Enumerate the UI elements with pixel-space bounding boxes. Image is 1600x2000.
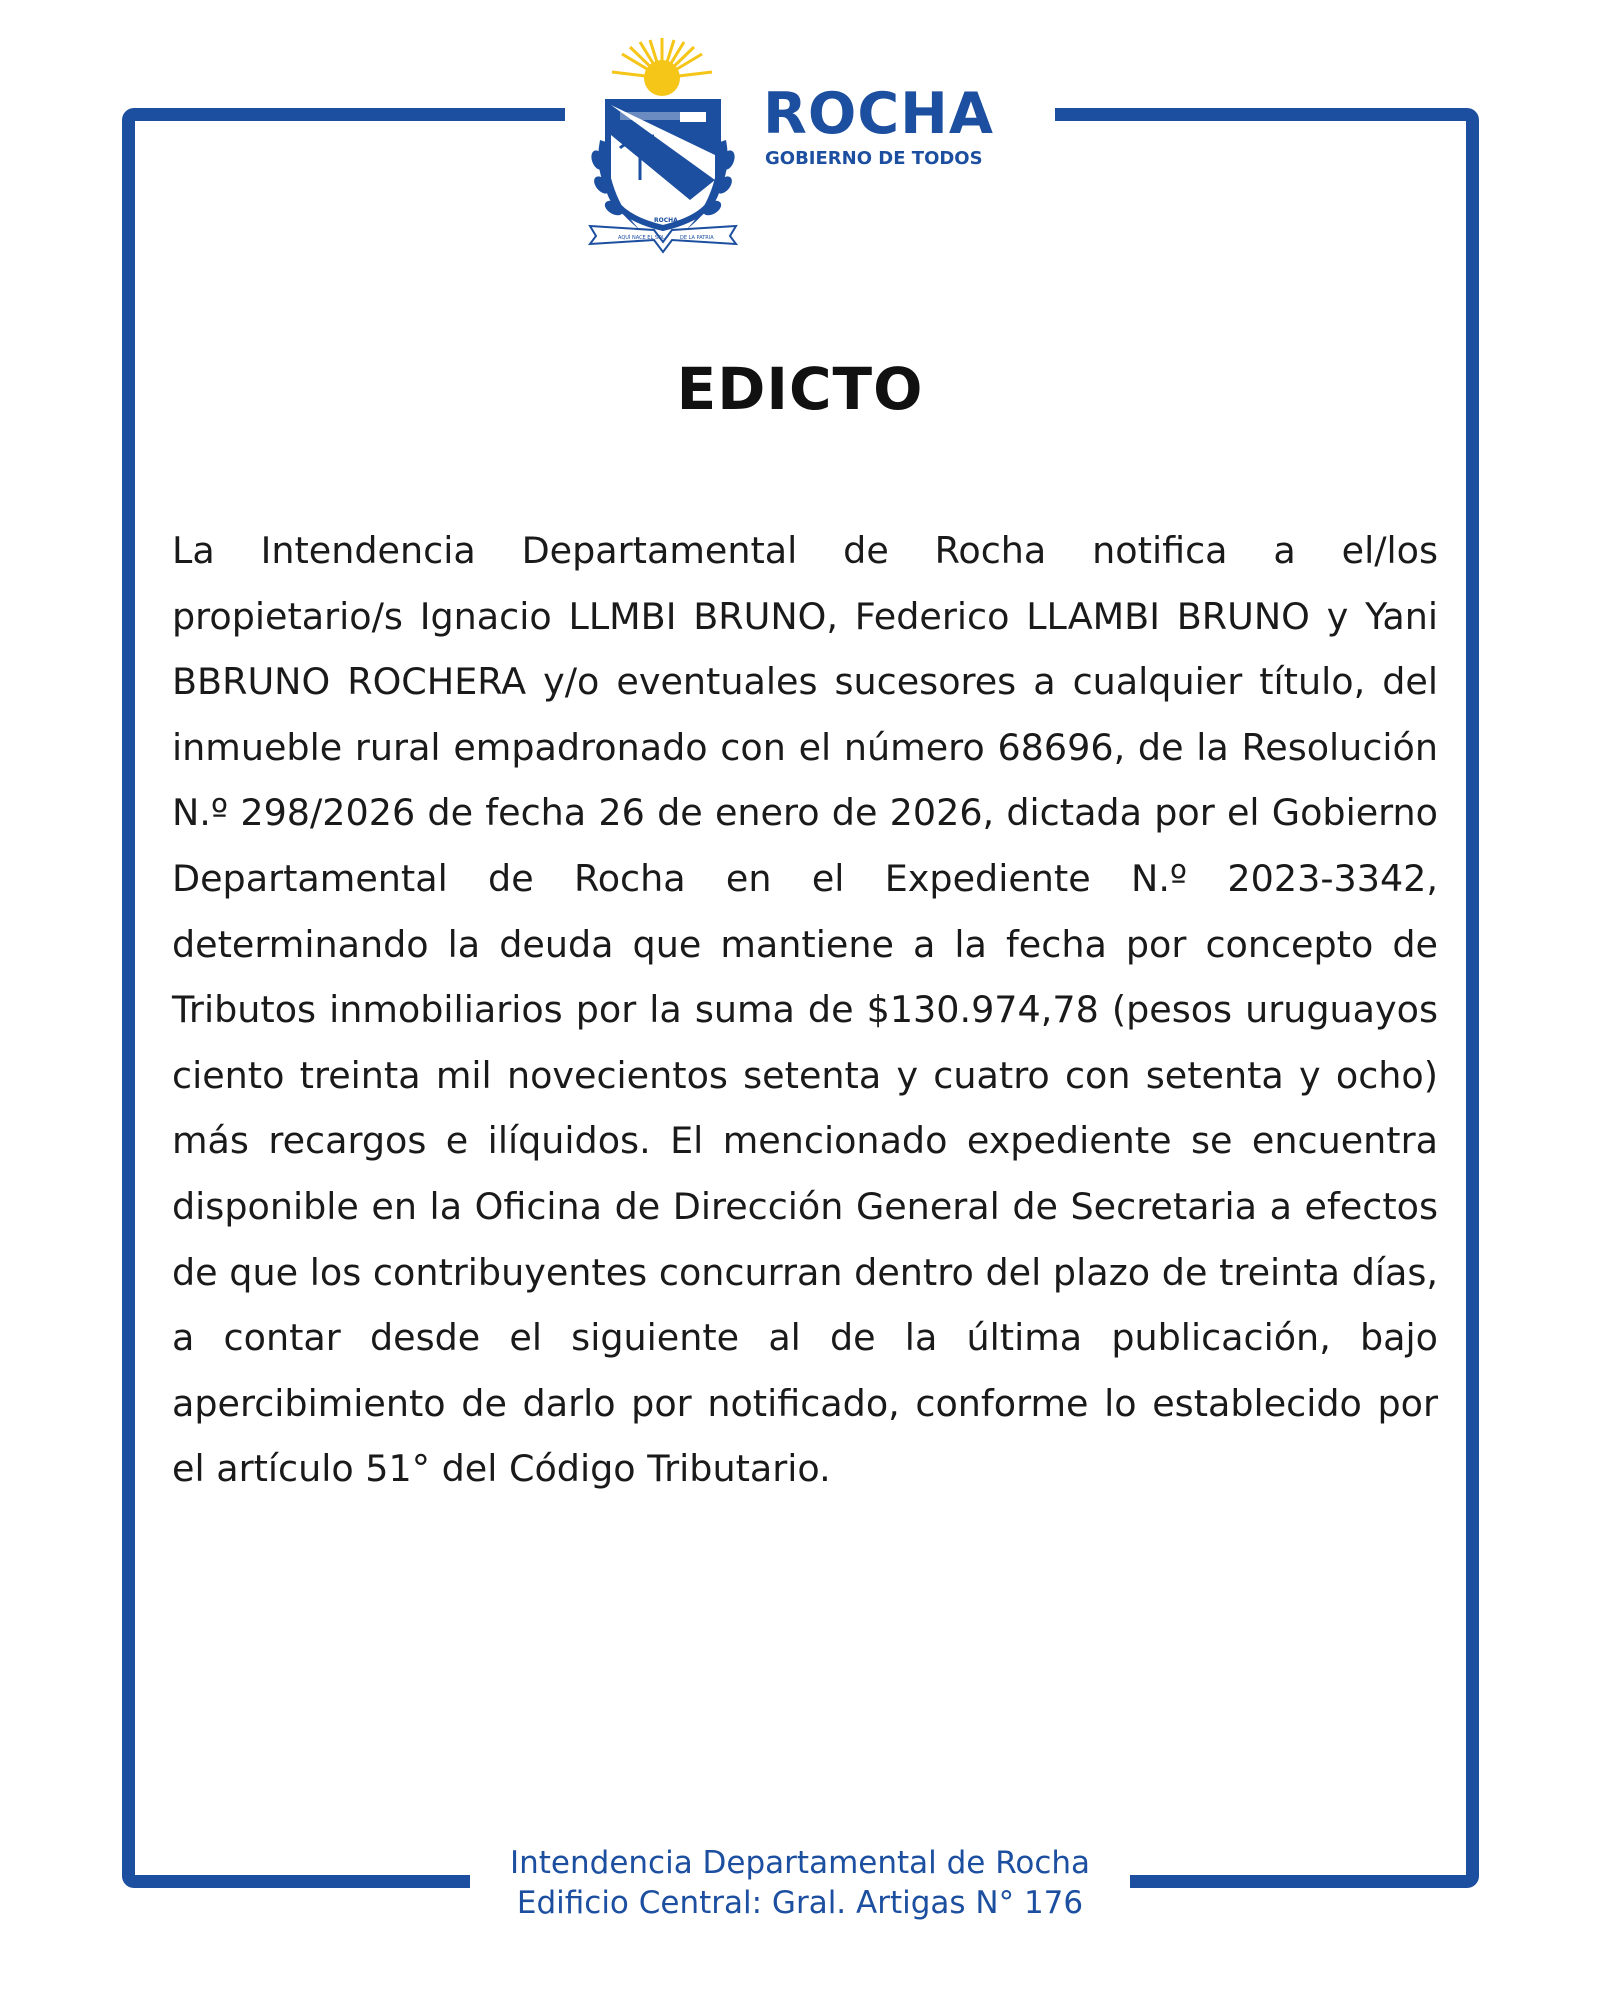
footer-line-2: Edificio Central: Gral. Artigas N° 176 [516,1885,1084,1921]
brand-name: ROCHA [763,81,994,147]
rocha-coat-of-arms-icon [580,30,760,260]
brand-tagline: GOBIERNO DE TODOS [765,148,983,169]
footer-line-1: Intendencia Departamental de Rocha [509,1845,1091,1881]
document-body: La Intendencia Departamental de Rocha notifica a el/los propietario/s Ignacio LLMBI BRUNO, Federico LLAMBI BRUNO y Yani BBRUNO ROCHERA y/o eventuales sucesores a cualquier título, del inmueble rural empadronado con el número 68696, de la Resolución N.º 298/2026 de fecha 26 de enero de 2026, dictada por el Gobierno Departamental de Rocha en el Expediente N.º 2023-3342, determinando la deuda que mantiene a la fecha por concepto de Tributos inmobiliarios por la suma de $130.974,78 (pesos uruguayos ciento treinta mil novecientos setenta y cuatro con setenta y ocho) más recargos e ilíquidos. El mencionado expediente se encuentra disponible en la Oficina de Dirección General de Secretaria a efectos de que los contribuyentes concurran dentro del plazo de treinta días, a contar desde el siguiente al de la última publicación, bajo apercibimiento de darlo por notificado, conforme lo establecido por el artículo 51° del Código Tributario. [172,529,1438,1491]
ribbon-text-left: AQUÍ NACE EL SOL [618,235,665,241]
ribbon-text-right: DE LA PATRIA [680,235,714,241]
rocha-logo [580,30,1040,260]
footer [0,1843,1600,1923]
emblem-label: ROCHA [654,217,678,224]
document-title: EDICTO [676,355,924,423]
sun-icon [612,38,712,96]
